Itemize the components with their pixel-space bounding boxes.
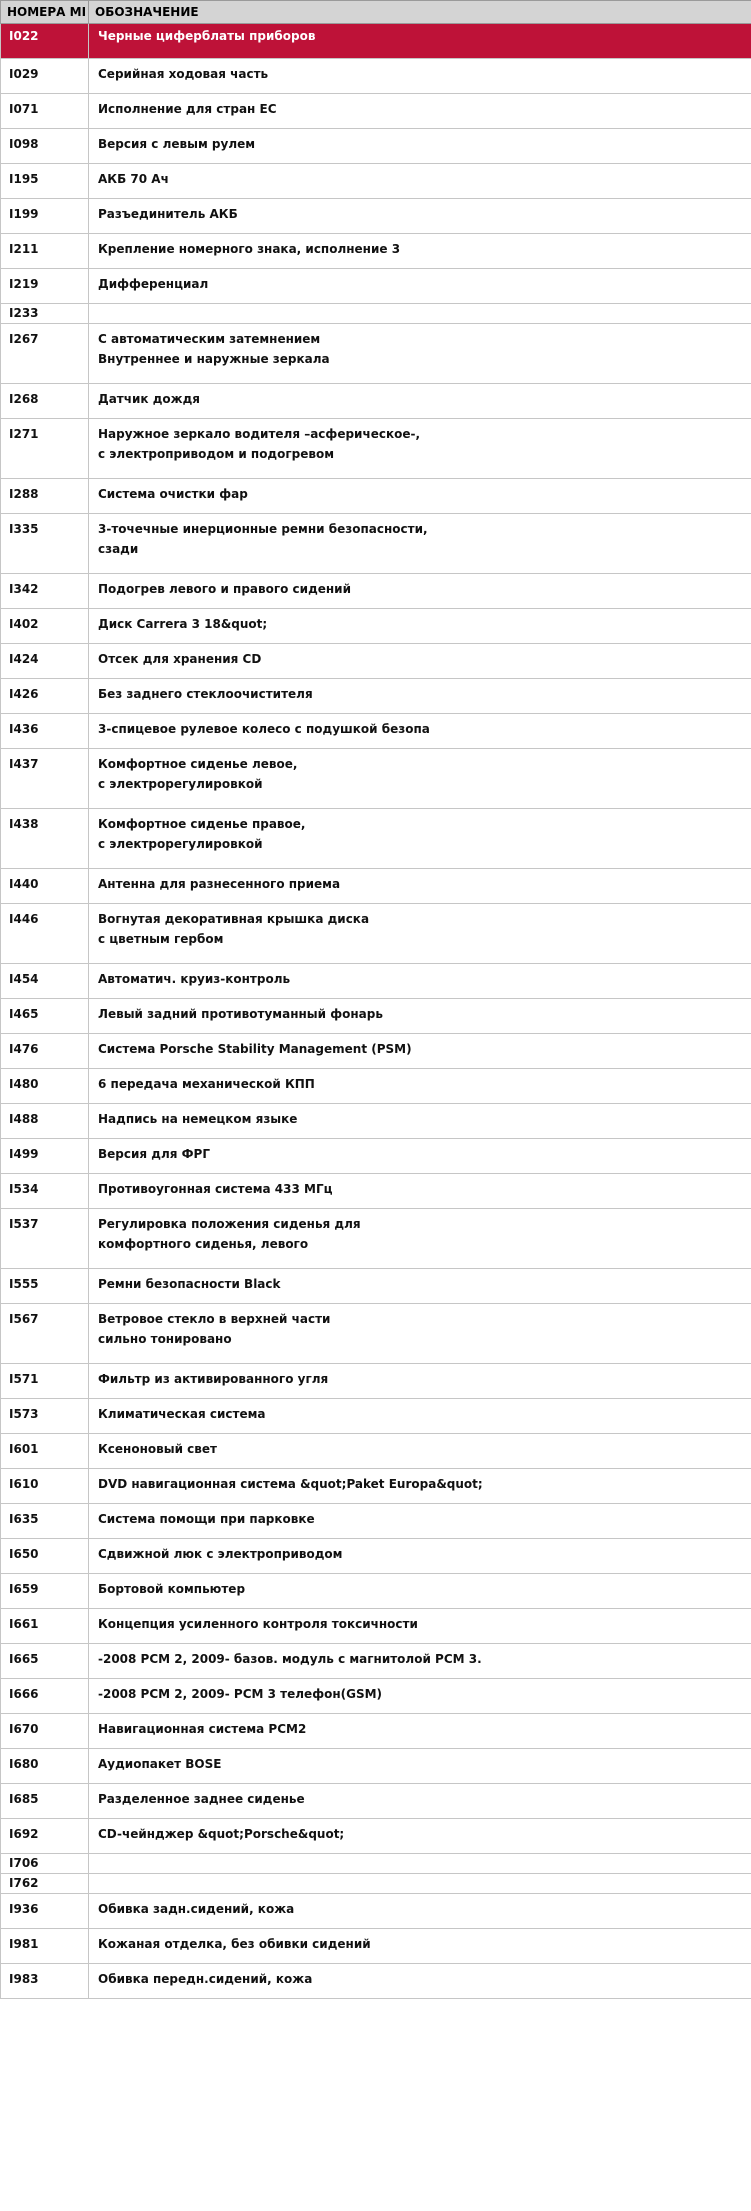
option-description: Кожаная отделка, без обивки сидений xyxy=(89,1929,751,1964)
table-row[interactable] xyxy=(1,1034,751,1069)
table-row[interactable] xyxy=(1,644,751,679)
table-row[interactable] xyxy=(1,304,751,324)
option-description: DVD навигационная система &quot;Paket Europa&quot; xyxy=(89,1469,751,1504)
option-code: I601 xyxy=(1,1434,89,1469)
option-code: I981 xyxy=(1,1929,89,1964)
option-description xyxy=(89,1854,751,1874)
option-description: Ветровое стекло в верхней части сильно тонировано xyxy=(89,1304,751,1364)
option-code: I685 xyxy=(1,1784,89,1819)
option-code: I267 xyxy=(1,324,89,384)
option-description: АКБ 70 Ач xyxy=(89,164,751,199)
table-row[interactable] xyxy=(1,129,751,164)
table-row[interactable] xyxy=(1,514,751,574)
table-row[interactable] xyxy=(1,679,751,714)
table-row[interactable] xyxy=(1,1679,751,1714)
option-description: Обивка передн.сидений, кожа xyxy=(89,1964,751,1999)
option-code: I499 xyxy=(1,1139,89,1174)
option-description: Подогрев левого и правого сидений xyxy=(89,574,751,609)
option-code: I219 xyxy=(1,269,89,304)
table-row[interactable] xyxy=(1,1574,751,1609)
table-row[interactable] xyxy=(1,1434,751,1469)
table-row[interactable] xyxy=(1,1874,751,1894)
option-description: Противоугонная система 433 МГц xyxy=(89,1174,751,1209)
option-code: I534 xyxy=(1,1174,89,1209)
option-code: I661 xyxy=(1,1609,89,1644)
option-description: Комфортное сиденье левое, с электрорегулировкой xyxy=(89,749,751,809)
option-description: Система Porsche Stability Management (PSM) xyxy=(89,1034,751,1069)
table-row[interactable] xyxy=(1,1964,751,1999)
table-row[interactable] xyxy=(1,869,751,904)
table-row[interactable] xyxy=(1,1104,751,1139)
header-row xyxy=(1,1,751,24)
table-row[interactable] xyxy=(1,809,751,869)
option-description: Регулировка положения сиденья для комфортного сиденья, левого xyxy=(89,1209,751,1269)
option-description: Серийная ходовая часть xyxy=(89,59,751,94)
option-description: Аудиопакет BOSE xyxy=(89,1749,751,1784)
option-description: Климатическая система xyxy=(89,1399,751,1434)
option-code: I454 xyxy=(1,964,89,999)
table-row[interactable] xyxy=(1,964,751,999)
option-code: I680 xyxy=(1,1749,89,1784)
option-description: Навигационная система PCM2 xyxy=(89,1714,751,1749)
option-description: Дифференциал xyxy=(89,269,751,304)
option-description: Система помощи при парковке xyxy=(89,1504,751,1539)
option-code: I271 xyxy=(1,419,89,479)
option-code: I438 xyxy=(1,809,89,869)
table-row[interactable] xyxy=(1,479,751,514)
table-row[interactable] xyxy=(1,904,751,964)
option-description: Исполнение для стран ЕС xyxy=(89,94,751,129)
option-code: I537 xyxy=(1,1209,89,1269)
option-code: I659 xyxy=(1,1574,89,1609)
option-description: Версия для ФРГ xyxy=(89,1139,751,1174)
option-description: Версия с левым рулем xyxy=(89,129,751,164)
option-description: Разделенное заднее сиденье xyxy=(89,1784,751,1819)
option-description: CD-чейнджер &quot;Porsche&quot; xyxy=(89,1819,751,1854)
option-code: I666 xyxy=(1,1679,89,1714)
table-row[interactable] xyxy=(1,1819,751,1854)
table-row[interactable] xyxy=(1,324,751,384)
option-code: I436 xyxy=(1,714,89,749)
option-description: Черные циферблаты приборов xyxy=(89,24,751,59)
table-row[interactable] xyxy=(1,1784,751,1819)
option-code: I936 xyxy=(1,1894,89,1929)
option-code: I233 xyxy=(1,304,89,324)
table-row[interactable] xyxy=(1,609,751,644)
option-description: Автоматич. круиз-контроль xyxy=(89,964,751,999)
header-code: НОМЕРА МI xyxy=(1,1,89,24)
option-description: -2008 PCM 2, 2009- PCM 3 телефон(GSM) xyxy=(89,1679,751,1714)
option-description: Ксеноновый свет xyxy=(89,1434,751,1469)
option-description: Наружное зеркало водителя –асферическое-, с электроприводом и подогревом xyxy=(89,419,751,479)
table-row[interactable] xyxy=(1,384,751,419)
header-description: ОБОЗНАЧЕНИЕ xyxy=(89,1,751,24)
option-code: I983 xyxy=(1,1964,89,1999)
option-code: I665 xyxy=(1,1644,89,1679)
option-description: Ремни безопасности Black xyxy=(89,1269,751,1304)
option-code: I573 xyxy=(1,1399,89,1434)
option-description xyxy=(89,1874,751,1894)
table-row[interactable] xyxy=(1,164,751,199)
option-code: I437 xyxy=(1,749,89,809)
option-description: Надпись на немецком языке xyxy=(89,1104,751,1139)
table-row[interactable] xyxy=(1,1749,751,1784)
option-code: I424 xyxy=(1,644,89,679)
option-code: I071 xyxy=(1,94,89,129)
option-description: Отсек для хранения CD xyxy=(89,644,751,679)
option-code: I465 xyxy=(1,999,89,1034)
option-code: I555 xyxy=(1,1269,89,1304)
option-description: Крепление номерного знака, исполнение 3 xyxy=(89,234,751,269)
table-row[interactable] xyxy=(1,1209,751,1269)
option-code: I199 xyxy=(1,199,89,234)
table-row[interactable] xyxy=(1,234,751,269)
option-description: Система очистки фар xyxy=(89,479,751,514)
table-row[interactable] xyxy=(1,419,751,479)
option-code: I650 xyxy=(1,1539,89,1574)
table-row[interactable] xyxy=(1,714,751,749)
option-description: Сдвижной люк с электроприводом xyxy=(89,1539,751,1574)
table-row[interactable] xyxy=(1,1894,751,1929)
option-code: I211 xyxy=(1,234,89,269)
table-row[interactable] xyxy=(1,269,751,304)
option-code: I268 xyxy=(1,384,89,419)
option-description: Левый задний противотуманный фонарь xyxy=(89,999,751,1034)
option-code: I692 xyxy=(1,1819,89,1854)
table-row[interactable] xyxy=(1,1399,751,1434)
option-code: I402 xyxy=(1,609,89,644)
option-description: Без заднего стеклоочистителя xyxy=(89,679,751,714)
option-code: I342 xyxy=(1,574,89,609)
table-row[interactable] xyxy=(1,1714,751,1749)
option-description: Вогнутая декоративная крышка диска с цветным гербом xyxy=(89,904,751,964)
option-code: I288 xyxy=(1,479,89,514)
table-row[interactable] xyxy=(1,1539,751,1574)
option-description: Датчик дождя xyxy=(89,384,751,419)
table-row[interactable] xyxy=(1,94,751,129)
table-row[interactable] xyxy=(1,749,751,809)
option-code: I476 xyxy=(1,1034,89,1069)
option-description xyxy=(89,304,751,324)
option-code: I488 xyxy=(1,1104,89,1139)
table-row[interactable] xyxy=(1,1504,751,1539)
option-description: 6 передача механической КПП xyxy=(89,1069,751,1104)
option-code: I670 xyxy=(1,1714,89,1749)
table-row[interactable] xyxy=(1,574,751,609)
table-row[interactable] xyxy=(1,999,751,1034)
option-code: I706 xyxy=(1,1854,89,1874)
option-description: 3-точечные инерционные ремни безопасности, сзади xyxy=(89,514,751,574)
table-row[interactable] xyxy=(1,24,751,59)
option-code: I335 xyxy=(1,514,89,574)
option-description: Бортовой компьютер xyxy=(89,1574,751,1609)
table-row[interactable] xyxy=(1,1269,751,1304)
table-row[interactable] xyxy=(1,199,751,234)
table-row[interactable] xyxy=(1,1609,751,1644)
option-description: С автоматическим затемнением Внутреннее и наружные зеркала xyxy=(89,324,751,384)
option-code: I029 xyxy=(1,59,89,94)
table-row[interactable] xyxy=(1,1364,751,1399)
table-row[interactable] xyxy=(1,1644,751,1679)
option-code: I635 xyxy=(1,1504,89,1539)
option-code: I426 xyxy=(1,679,89,714)
table-row[interactable] xyxy=(1,1469,751,1504)
option-code: I571 xyxy=(1,1364,89,1399)
option-description: Концепция усиленного контроля токсичности xyxy=(89,1609,751,1644)
option-description: Фильтр из активированного угля xyxy=(89,1364,751,1399)
option-description: Комфортное сиденье правое, с электрорегулировкой xyxy=(89,809,751,869)
option-description: -2008 PCM 2, 2009- базов. модуль с магнитолой PCM 3. xyxy=(89,1644,751,1679)
option-description: Диск Carrera 3 18&quot; xyxy=(89,609,751,644)
option-description: Антенна для разнесенного приема xyxy=(89,869,751,904)
table-row[interactable] xyxy=(1,1174,751,1209)
option-code: I480 xyxy=(1,1069,89,1104)
option-code: I022 xyxy=(1,24,89,59)
option-description: Разъединитель АКБ xyxy=(89,199,751,234)
table-row[interactable] xyxy=(1,1069,751,1104)
option-code: I446 xyxy=(1,904,89,964)
option-description: 3-спицевое рулевое колесо с подушкой безопа xyxy=(89,714,751,749)
table-row[interactable] xyxy=(1,59,751,94)
option-description: Обивка задн.сидений, кожа xyxy=(89,1894,751,1929)
option-code: I567 xyxy=(1,1304,89,1364)
table-row[interactable] xyxy=(1,1854,751,1874)
option-code: I610 xyxy=(1,1469,89,1504)
table-row[interactable] xyxy=(1,1929,751,1964)
table-row[interactable] xyxy=(1,1304,751,1364)
option-code: I762 xyxy=(1,1874,89,1894)
option-code: I195 xyxy=(1,164,89,199)
option-code: I098 xyxy=(1,129,89,164)
option-code: I440 xyxy=(1,869,89,904)
table-row[interactable] xyxy=(1,1139,751,1174)
